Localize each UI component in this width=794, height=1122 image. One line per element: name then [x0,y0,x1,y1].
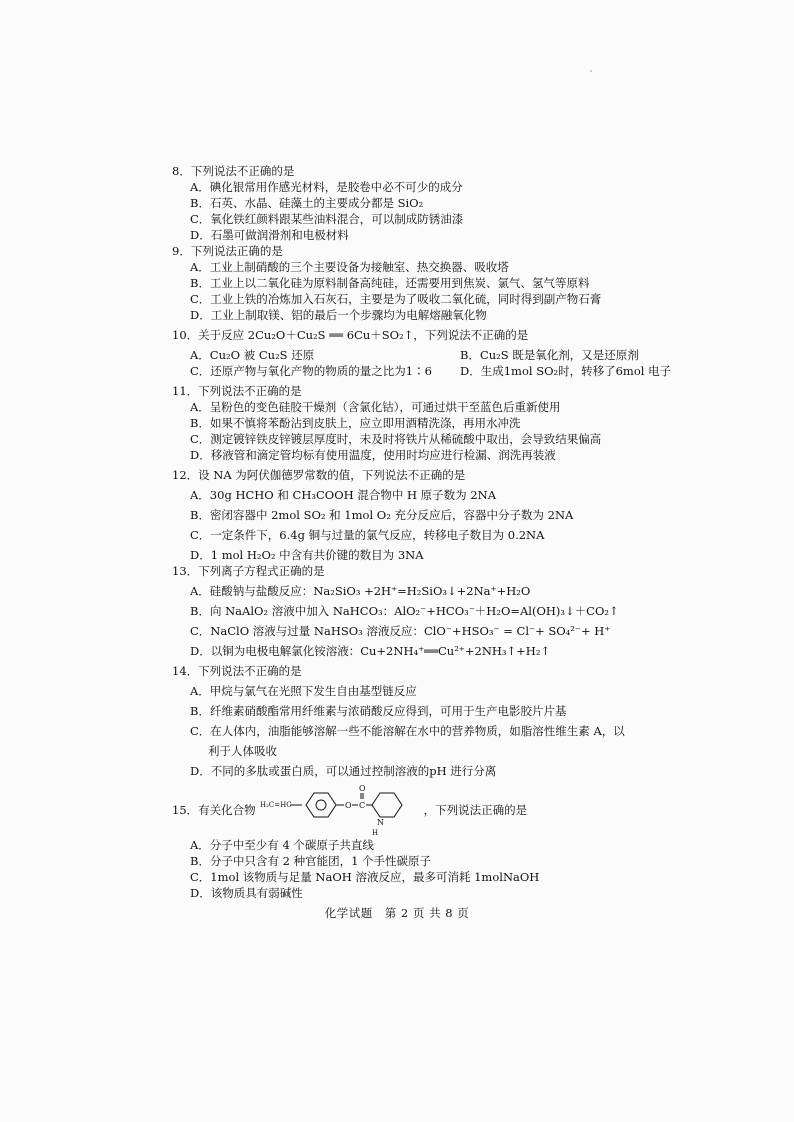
option-c-continuation: 利于人体吸收 [208,744,277,758]
option-a: A．工业上制硝酸的三个主要设备为接触室、热交换器、吸收塔 [190,260,509,274]
option-b: B．工业上以二氧化硅为原料制备高纯硅，还需要用到焦炭、氯气、氢气等原料 [190,276,590,290]
option-a: A．30g HCHO 和 CH₃COOH 混合物中 H 原子数为 2NA [190,488,497,502]
question-stem [172,785,662,837]
option-d: D．不同的多肽或蛋白质，可以通过控制溶液的pH 进行分离 [190,764,497,778]
option-a: A．呈粉色的变色硅胶干燥剂（含氯化钴），可通过烘干至蓝色后重新使用 [190,400,561,414]
question-stem: 14．下列说法不正确的是 [172,664,302,678]
option-d: D．该物质具有弱碱性 [190,886,303,900]
option-b: B．密闭容器中 2mol SO₂ 和 1mol O₂ 充分反应后，容器中分子数为 2NA [190,508,574,522]
option-c: C．氧化铁红颜料跟某些油料混合，可以制成防锈油漆 [190,212,464,226]
carbonyl-carbon-label: C [358,801,365,810]
option-row [172,363,672,379]
option-d: D．工业上制取镁、铝的最后一个步骤均为电解熔融氧化物 [190,308,487,322]
nitrogen-hydrogen-label: H [371,829,378,837]
question-stem: 11．下列说法不正确的是 [172,384,302,398]
option-b: B．向 NaAlO₂ 溶液中加入 NaHCO₃：AlO₂⁻+HCO₃⁻＋H₂O=Al(OH)₃↓＋CO₂↑ [190,604,619,618]
question-10 [172,327,672,379]
option-a: A．分子中至少有 4 个碳原子共直线 [190,838,374,852]
option-d: D．生成1mol SO₂时，转移了6mol 电子 [460,364,672,378]
option-c: C．测定镀锌铁皮锌镀层厚度时，未及时将铁片从稀硫酸中取出，会导致结果偏高 [190,432,602,446]
question-14 [172,663,662,779]
ester-oxygen-label: O [344,801,352,810]
page-footer: 化学试题 第 2 页 共 8 页 [324,906,470,920]
question-stem-prefix: 15．有关化合物 [172,803,256,817]
option-b: B．纤维素硝酸酯常用纤维素与浓硝酸反应得到，可用于生产电影胶片片基 [190,704,567,718]
option-c: C．在人体内，油脂能够溶解一些不能溶解在水中的营养物质，如脂溶性维生素 A，以 [190,724,625,738]
question-list [172,163,672,901]
question-9 [172,243,662,323]
option-d: D．移液管和滴定管均标有使用温度，使用时均应进行检漏、润洗再装液 [190,448,556,462]
option-c: C．NaClO 溶液与过量 NaHSO₃ 溶液反应：ClO⁻+HSO₃⁻ = Cl⁻+ SO₄²⁻+ H⁺ [190,624,611,638]
option-c: C．一定条件下，6.4g 铜与过量的氯气反应，转移电子数目为 0.2NA [190,528,545,542]
carbonyl-oxygen-label: O [358,785,366,793]
question-stem: 10．关于反应 2Cu₂O＋Cu₂S ══ 6Cu＋SO₂↑，下列说法不正确的是 [172,328,529,342]
option-a: A．Cu₂O 被 Cu₂S 还原 [190,348,315,362]
option-b: B．如果不慎将苯酚沾到皮肤上，应立即用酒精洗涤，再用水冲洗 [190,416,521,430]
option-row [172,347,662,363]
question-13 [172,563,662,659]
option-d: D．石墨可做润滑剂和电极材料 [190,228,349,242]
option-c: C．还原产物与氧化产物的物质的量之比为1∶6 [190,364,432,378]
option-b: B．分子中只含有 2 种官能团，1 个手性碳原子 [190,854,432,868]
question-15 [172,785,662,901]
question-stem: 8．下列说法不正确的是 [172,164,295,178]
question-stem: 13．下列离子方程式正确的是 [172,564,325,578]
option-a: A．碘化银常用作感光材料，是胶卷中必不可少的成分 [190,180,463,194]
option-c: C．工业上铁的冶炼加入石灰石，主要是为了吸收二氧化硫，同时得到副产物石膏 [190,292,602,306]
option-b: B．Cu₂S 既是氧化剂，又是还原剂 [460,348,639,362]
option-b: B．石英、水晶、硅藻土的主要成分都是 SiO₂ [190,196,424,210]
question-stem: 9．下列说法正确的是 [172,244,283,258]
question-stem-suffix: ，下列说法正确的是 [423,803,528,817]
scan-speck [590,70,592,72]
question-stem: 12．设 NA 为阿伏伽德罗常数的值，下列说法不正确的是 [172,468,466,482]
option-a: A．硅酸钠与盐酸反应：Na₂SiO₃ +2H⁺=H₂SiO₃↓+2Na⁺+H₂O [190,584,531,598]
vinyl-group-label: H₂C=HC [259,801,292,809]
question-12 [172,467,662,563]
option-a: A．甲烷与氯气在光照下发生自由基型链反应 [190,684,417,698]
ring-nitrogen-label: N [376,818,384,827]
option-c: C．1mol 该物质与足量 NaOH 溶液反应，最多可消耗 1molNaOH [190,870,540,884]
option-d: D．1 mol H₂O₂ 中含有共价键的数目为 3NA [190,548,424,562]
option-d: D．以铜为电极电解氯化铵溶液：Cu+2NH₄⁺══Cu²⁺+2NH₃↑+H₂↑ [190,644,551,658]
question-8 [172,163,662,243]
molecule-structure-image [260,785,420,837]
question-11 [172,383,662,463]
